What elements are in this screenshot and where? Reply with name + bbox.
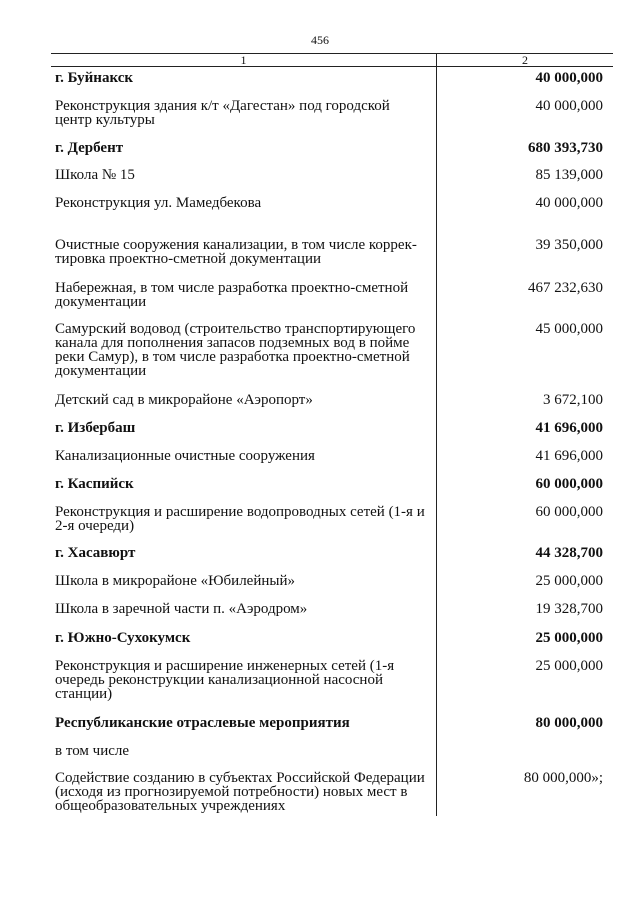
row-name: Канализационные очистные сооружения (55, 448, 315, 464)
row-value: 80 000,000»; (523, 770, 603, 786)
row-name: Реконструкция и расширение инженерных сетей (1-я очередь реконструкции канализационной насосной станции) (55, 658, 395, 702)
row-value: 25 000,000 (535, 658, 603, 674)
row-value: 41 696,000 (535, 448, 603, 464)
row-value: 60 000,000 (535, 476, 603, 492)
row-value: 40 000,000 (535, 195, 603, 211)
row-name: в том числе (55, 743, 130, 759)
row-name: Реконструкция и расширение водопроводных сетей (1-я и 2-я очереди) (55, 504, 425, 534)
row-value: 80 000,000 (535, 715, 603, 731)
row-value: 40 000,000 (535, 98, 603, 114)
row-name: Школа в заречной части п. «Аэродром» (55, 601, 308, 617)
column-divider (436, 53, 437, 816)
row-name: Реконструкция здания к/т «Дагестан» под городской центр культуры (55, 98, 390, 128)
row-name: Самурский водовод (строительство транспортирующего канала для пополнения запасов подземных вод в пойме реки Самур), в том числе разработка проектно-сметной документации (55, 321, 416, 379)
row-value: 19 328,700 (535, 601, 603, 617)
budget-table (51, 53, 613, 816)
column-header-1: 1 (240, 53, 247, 67)
row-name: г. Каспийск (55, 476, 134, 492)
row-value: 3 672,100 (543, 392, 603, 408)
row-name: Реконструкция ул. Мамедбекова (55, 195, 262, 211)
row-value: 39 350,000 (535, 237, 603, 253)
row-name: Детский сад в микрорайоне «Аэропорт» (55, 392, 313, 408)
row-value: 40 000,000 (535, 70, 603, 86)
row-value: 44 328,700 (535, 545, 603, 561)
row-name: Республиканские отраслевые мероприятия (55, 715, 350, 731)
row-name: г. Буйнакск (55, 70, 134, 86)
row-name: Очистные сооружения канализации, в том числе коррек-тировка проектно-сметной документации (55, 237, 417, 267)
row-name: г. Южно-Сухокумск (55, 630, 191, 646)
row-value: 25 000,000 (535, 573, 603, 589)
column-header-2: 2 (522, 53, 528, 67)
row-value: 85 139,000 (535, 167, 603, 183)
row-value: 680 393,730 (528, 140, 603, 156)
row-value: 467 232,630 (528, 280, 603, 296)
row-value: 25 000,000 (535, 630, 603, 646)
row-value: 60 000,000 (535, 504, 603, 520)
row-name: Школа в микрорайоне «Юбилейный» (55, 573, 295, 589)
row-name: г. Дербент (55, 140, 124, 156)
row-value: 41 696,000 (535, 420, 603, 436)
row-value: 45 000,000 (535, 321, 603, 337)
row-name: г. Хасавюрт (55, 545, 136, 561)
page-number: 456 (311, 33, 329, 47)
row-name: г. Избербаш (55, 420, 136, 436)
row-name: Школа № 15 (55, 167, 135, 183)
row-name: Набережная, в том числе разработка проектно-сметной документации (55, 280, 409, 310)
row-name: Содействие созданию в субъектах Российской Федерации (исходя из прогнозируемой потребности) новых мест в общеобразовательных учреждениях (55, 770, 425, 814)
